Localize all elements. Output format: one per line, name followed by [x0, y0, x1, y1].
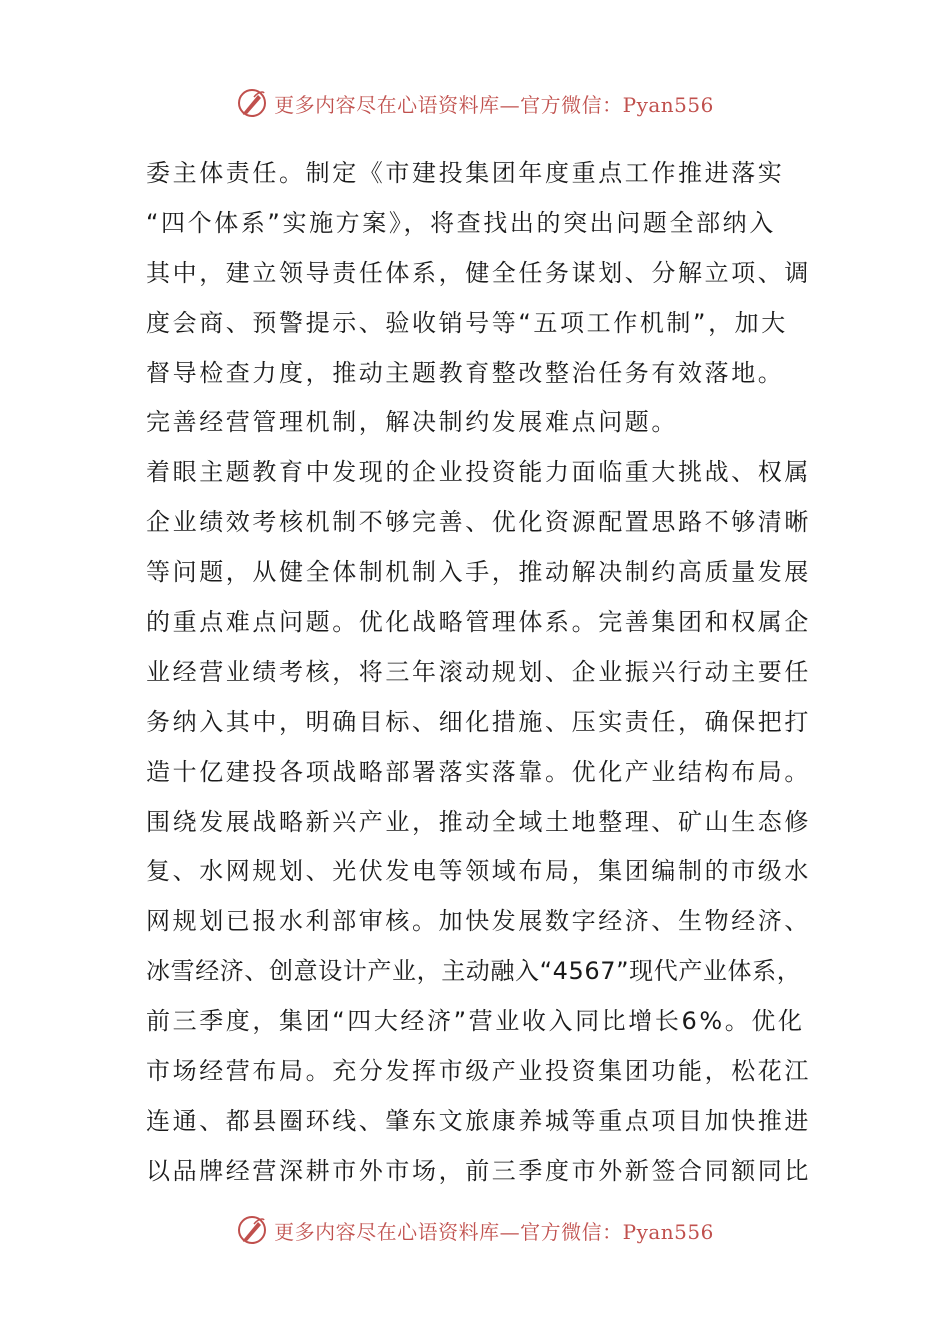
text-line: 的重点难点问题。优化战略管理体系。完善集团和权属企 — [146, 608, 811, 637]
footer-banner — [0, 1210, 950, 1250]
text-line: 围绕发展战略新兴产业，推动全域土地整理、矿山生态修 — [146, 807, 811, 836]
text-line: 造十亿建投各项战略部署落实落靠。优化产业结构布局。 — [146, 757, 811, 786]
footer-banner-text: 更多内容尽在心语资料库—官方微信：Pyan556 — [274, 1219, 714, 1244]
text-line: 务纳入其中，明确目标、细化措施、压实责任，确保把打 — [146, 707, 811, 736]
text-line: 冰雪经济、创意设计产业，主动融入“4567”现代产业体系， — [146, 957, 802, 986]
header-banner — [0, 83, 950, 123]
text-line: 委主体责任。制定《市建投集团年度重点工作推进落实 — [146, 159, 785, 187]
text-line: 连通、都县圈环线、肇东文旅康养城等重点项目加快推进 — [146, 1106, 811, 1135]
text-line: 度会商、预警提示、验收销号等“五项工作机制”，加大 — [146, 308, 788, 337]
text-line: 以品牌经营深耕市外市场，前三季度市外新签合同额同比 — [146, 1156, 811, 1185]
text-line: 督导检查力度，推动主题教育整改整治任务有效落地。 — [146, 358, 785, 387]
quill-pen-logo-icon — [236, 1214, 268, 1246]
text-line: “四个体系”实施方案》，将查找出的突出问题全部纳入 — [146, 208, 776, 237]
text-line: 业经营业绩考核，将三年滚动规划、企业振兴行动主要任 — [146, 657, 811, 686]
section-heading: 完善经营管理机制，解决制约发展难点问题。 — [146, 408, 678, 437]
text-line: 企业绩效考核机制不够完善、优化资源配置思路不够清晰 — [146, 508, 811, 537]
document-body — [146, 149, 811, 1197]
header-banner-text: 更多内容尽在心语资料库—官方微信：Pyan556 — [274, 92, 714, 117]
text-line: 复、水网规划、光伏发电等领域布局，集团编制的市级水 — [146, 857, 811, 886]
text-line: 着眼主题教育中发现的企业投资能力面临重大挑战、权属 — [146, 458, 811, 487]
text-line: 其中，建立领导责任体系，健全任务谋划、分解立项、调 — [146, 258, 811, 287]
text-line: 网规划已报水利部审核。加快发展数字经济、生物经济、 — [146, 907, 811, 936]
quill-pen-logo-icon — [236, 87, 268, 119]
text-line: 前三季度，集团“四大经济”营业收入同比增长6%。优化 — [146, 1007, 805, 1036]
text-line: 等问题，从健全体制机制入手，推动解决制约高质量发展 — [146, 558, 811, 587]
text-line: 市场经营布局。充分发挥市级产业投资集团功能，松花江 — [146, 1057, 811, 1086]
